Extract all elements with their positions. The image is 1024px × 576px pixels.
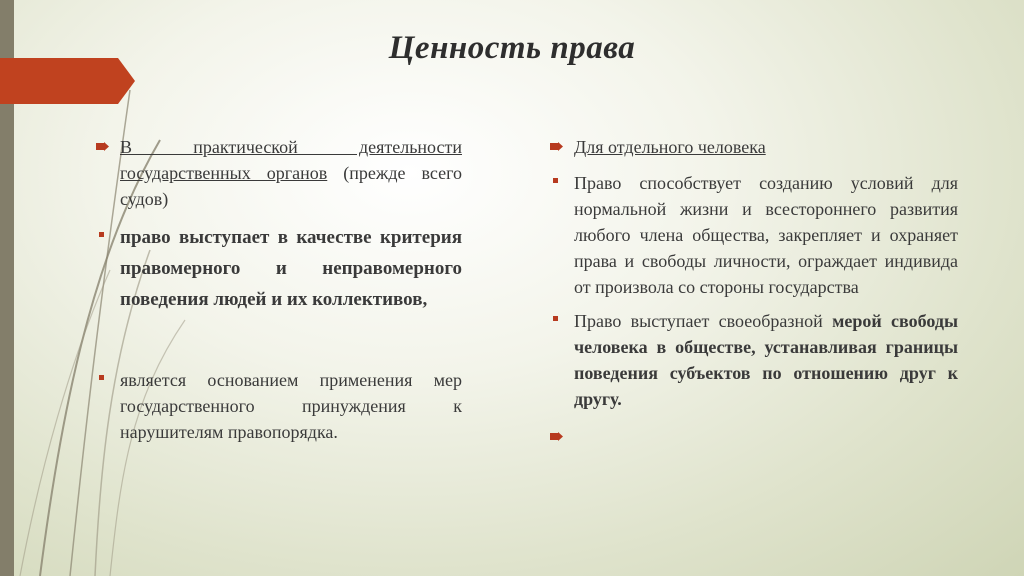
arrow-bullet-icon: [550, 142, 563, 151]
right-heading: Для отдельного человека: [574, 137, 766, 157]
right-empty-item: [550, 424, 958, 450]
left-column: [96, 134, 462, 445]
arrow-bullet-icon: [550, 432, 563, 441]
arrow-bullet-icon: [96, 142, 109, 151]
right-point-1: Право способствует созданию условий для нормальной жизни и всестороннего развития любого члена общества, закрепляет и охраняет права и свободы личности, ограждает индивида от произвола со стороны государства: [550, 170, 958, 300]
right-heading-item: [550, 134, 958, 160]
left-heading: В практической деятельности государственных органов: [120, 137, 462, 183]
square-bullet-icon: [99, 232, 104, 237]
slide-title: Ценность права: [388, 30, 636, 66]
square-bullet-icon: [553, 316, 558, 321]
left-heading-tail: (прежде всего судов): [120, 163, 463, 209]
square-bullet-icon: [553, 178, 558, 183]
right-point-2: Право выступает своеобразной мерой свободы человека в обществе, устанавливая границы поведения субъектов по отношению друг к другу.: [550, 308, 958, 412]
left-point-2: является основанием применения мер государственного принуждения к нарушителям правопорядка.: [96, 367, 462, 445]
left-heading-item: [96, 134, 462, 212]
left-point-1: право выступает в качестве критерия правомерного и неправомерного поведения людей и их коллективов,: [96, 222, 462, 315]
square-bullet-icon: [99, 375, 104, 380]
right-column: [550, 134, 958, 450]
